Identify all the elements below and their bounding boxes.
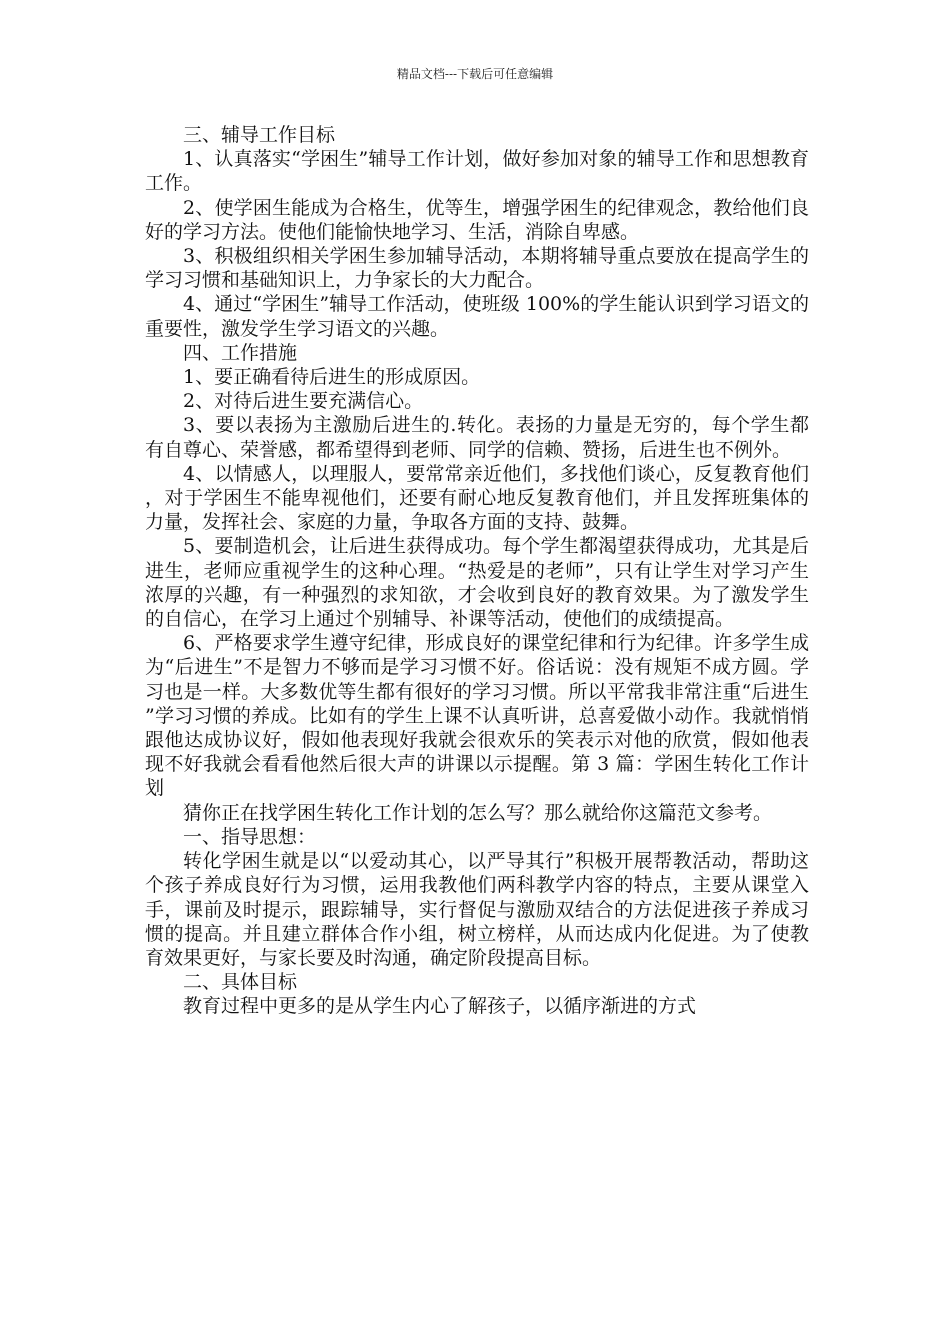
section-heading: 二、具体目标 bbox=[183, 971, 298, 994]
paragraph: 3、积极组织相关学困生参加辅导活动，本期将辅导重点要放在提高学生的学习习惯和基础知识上，力争家长的大力配合。 bbox=[145, 245, 809, 292]
paragraph: 教育过程中更多的是从学生内心了解孩子，以循序渐进的方式 bbox=[183, 995, 697, 1018]
paragraph: 1、要正确看待后进生的形成原因。 bbox=[183, 366, 481, 389]
document-body bbox=[145, 123, 809, 1019]
section-heading: 四、工作措施 bbox=[183, 341, 298, 364]
paragraph: 4、通过“学困生”辅导工作活动，使班级 100%的学生能认识到学习语文的重要性，激发学生学习语文的兴趣。 bbox=[145, 293, 809, 340]
paragraph: 6、严格要求学生遵守纪律，形成良好的课堂纪律和行为纪律。许多学生成为“后进生”不是智力不够而是学习习惯不好。俗话说：没有规矩不成方圆。学习也是一样。大多数优等生都有很好的学习习惯。所以平常我非常注重“后进生”学习习惯的养成。比如有的学生上课不认真听讲，总喜爱做小动作。我就悄悄跟他达成协议好，假如他表现好我就会很欢乐的笑表示对他的欣赏，假如他表现不好我就会看看他然后很大声的讲课以示提醒。第 3 篇：学困生转化工作计划 bbox=[145, 632, 809, 800]
paragraph: 2、对待后进生要充满信心。 bbox=[183, 390, 424, 413]
paragraph: 5、要制造机会，让后进生获得成功。每个学生都渴望获得成功，尤其是后进生，老师应重视学生的这种心理。“热爱是的老师”，只有让学生对学习产生浓厚的兴趣，有一种强烈的求知欲，才会收到良好的教育效果。为了激发学生的自信心，在学习上通过个别辅导、补课等活动，使他们的成绩提高。 bbox=[145, 535, 809, 631]
paragraph: 3、要以表扬为主激励后进生的.转化。表扬的力量是无穷的，每个学生都有自尊心、荣誉感，都希望得到老师、同学的信赖、赞扬，后进生也不例外。 bbox=[145, 414, 809, 461]
paragraph: 转化学困生就是以“以爱动其心，以严导其行”积极开展帮教活动，帮助这个孩子养成良好行为习惯，运用我教他们两科教学内容的特点，主要从课堂入手，课前及时提示，跟踪辅导，实行督促与激励双结合的方法促进孩子养成习惯的提高。并且建立群体合作小组，树立榜样，从而达成内化促进。为了使教育效果更好，与家长要及时沟通，确定阶段提高目标。 bbox=[145, 850, 809, 969]
paragraph: 猜你正在找学困生转化工作计划的怎么写？那么就给你这篇范文参考。 bbox=[183, 801, 773, 824]
paragraph: 2、使学困生能成为合格生，优等生，增强学困生的纪律观念，教给他们良好的学习方法。使他们能愉快地学习、生活，消除自卑感。 bbox=[145, 196, 809, 243]
paragraph: 4、以情感人，以理服人，要常常亲近他们，多找他们谈心，反复教育他们，对于学困生不能卑视他们，还要有耐心地反复教育他们，并且发挥班集体的力量，发挥社会、家庭的力量，争取各方面的支持、鼓舞。 bbox=[145, 462, 809, 534]
section-heading: 三、辅导工作目标 bbox=[183, 124, 336, 146]
paragraph: 1、认真落实“学困生”辅导工作计划，做好参加对象的辅导工作和思想教育工作。 bbox=[145, 148, 809, 195]
page-header: 精品文档---下载后可任意编辑 bbox=[396, 67, 554, 81]
section-heading: 一、指导思想： bbox=[183, 825, 317, 848]
